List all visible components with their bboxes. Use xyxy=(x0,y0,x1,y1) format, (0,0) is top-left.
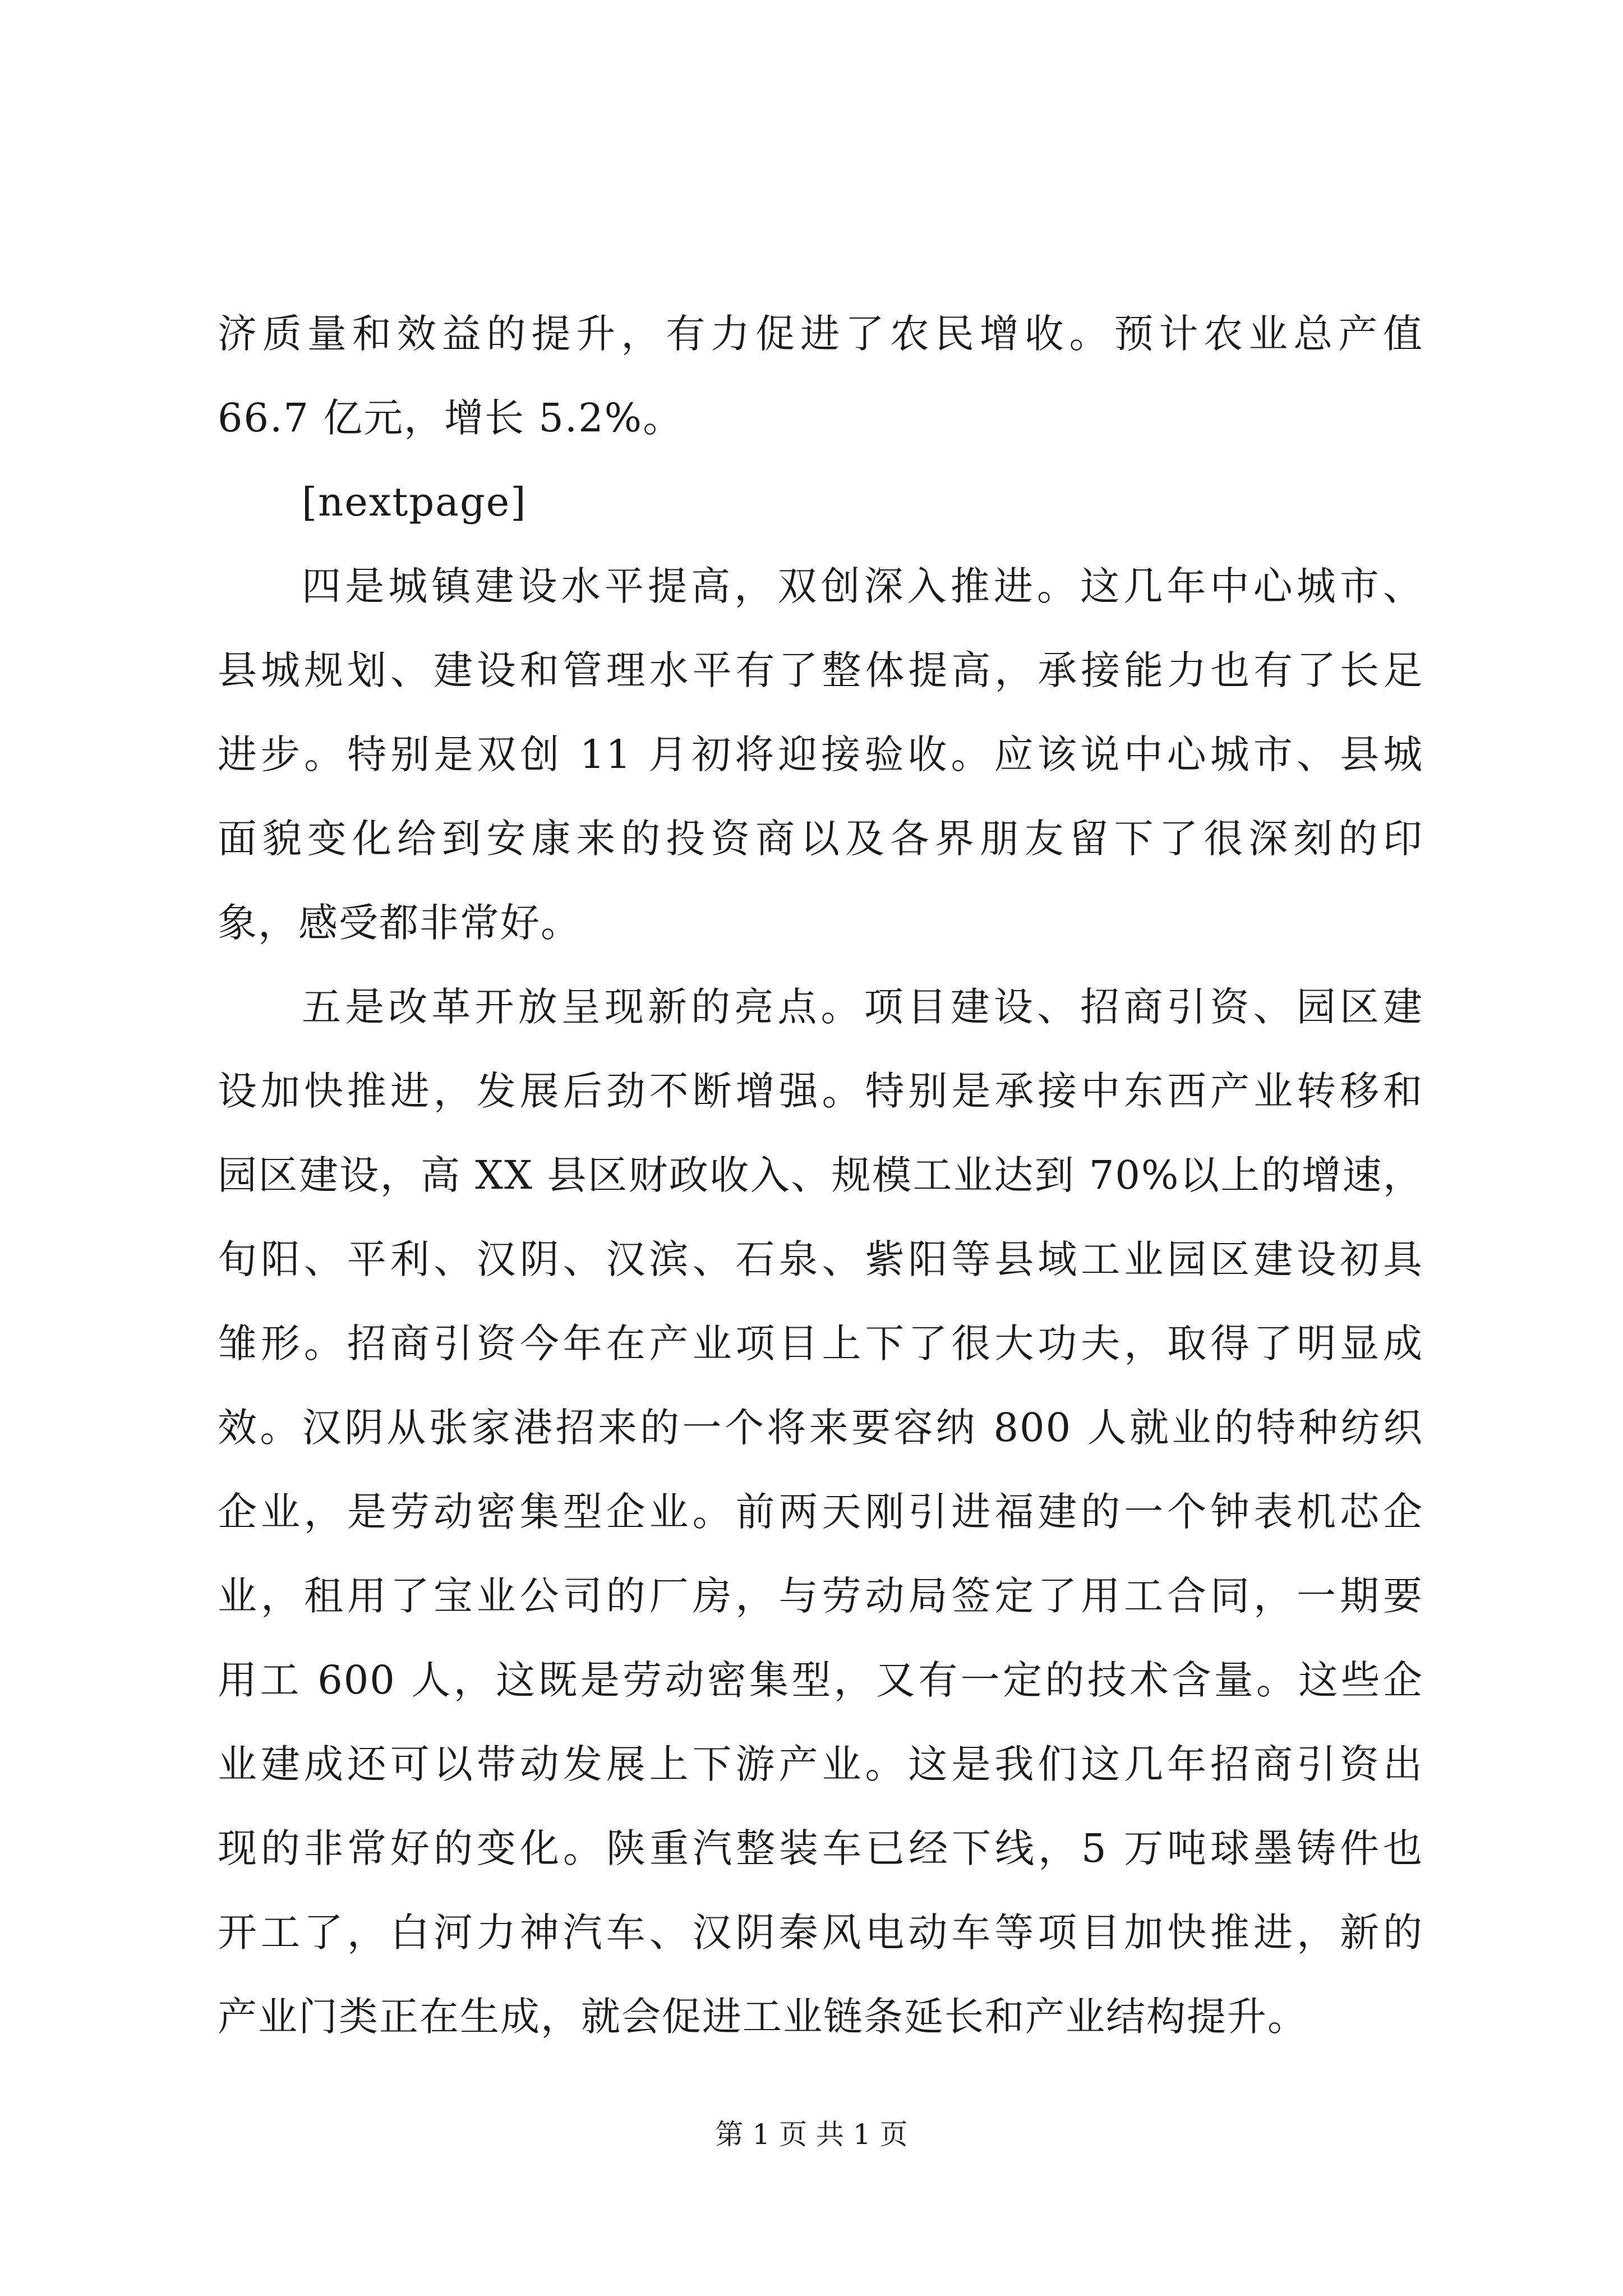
text-line: 雏形。招商引资今年在产业项目上下了很大功夫，取得了明显成 xyxy=(218,1320,1423,1366)
text-line: 66.7 亿元，增长 5.2%。 xyxy=(218,395,684,441)
page-break-marker: [nextpage] xyxy=(302,479,527,525)
text-line: 进步。特别是双创 11 月初将迎接验收。应该说中心城市、县城 xyxy=(218,731,1423,777)
text-line: 园区建设，高 XX 县区财政收入、规模工业达到 70%以上的增速， xyxy=(218,1152,1423,1198)
text-line: 业，租用了宝业公司的厂房，与劳动局签定了用工合同，一期要 xyxy=(218,1573,1423,1619)
text-line: 效。汉阴从张家港招来的一个将来要容纳 800 人就业的特种纺织 xyxy=(218,1405,1423,1451)
document-body xyxy=(218,292,1423,2059)
text-line: 设加快推进，发展后劲不断增强。特别是承接中东西产业转移和 xyxy=(218,1068,1423,1114)
text-line: 济质量和效益的提升，有力促进了农民增收。预计农业总产值 xyxy=(218,311,1423,357)
text-line: 县城规划、建设和管理水平有了整体提高，承接能力也有了长足 xyxy=(218,647,1423,693)
text-line: 业建成还可以带动发展上下游产业。这是我们这几年招商引资出 xyxy=(218,1741,1423,1787)
text-line: 四是城镇建设水平提高，双创深入推进。这几年中心城市、 xyxy=(302,563,1423,609)
text-line: 开工了，白河力神汽车、汉阴秦风电动车等项目加快推进，新的 xyxy=(218,1910,1423,1955)
text-line: 产业门类正在生成，就会促进工业链条延长和产业结构提升。 xyxy=(218,1994,1308,2040)
text-line: 用工 600 人，这既是劳动密集型，又有一定的技术含量。这些企 xyxy=(218,1657,1423,1703)
page-number-footer: 第 1 页 共 1 页 xyxy=(715,2118,908,2151)
text-line: 企业，是劳动密集型企业。前两天刚引进福建的一个钟表机芯企 xyxy=(218,1489,1423,1535)
text-line: 面貌变化给到安康来的投资商以及各界朋友留下了很深刻的印 xyxy=(218,816,1423,862)
text-line: 旬阳、平利、汉阴、汉滨、石泉、紫阳等县域工业园区建设初具 xyxy=(218,1236,1423,1282)
text-line: 现的非常好的变化。陕重汽整装车已经下线，5 万吨球墨铸件也 xyxy=(218,1825,1423,1871)
text-line: 五是改革开放呈现新的亮点。项目建设、招商引资、园区建 xyxy=(302,984,1423,1030)
text-line: 象，感受都非常好。 xyxy=(218,900,581,946)
